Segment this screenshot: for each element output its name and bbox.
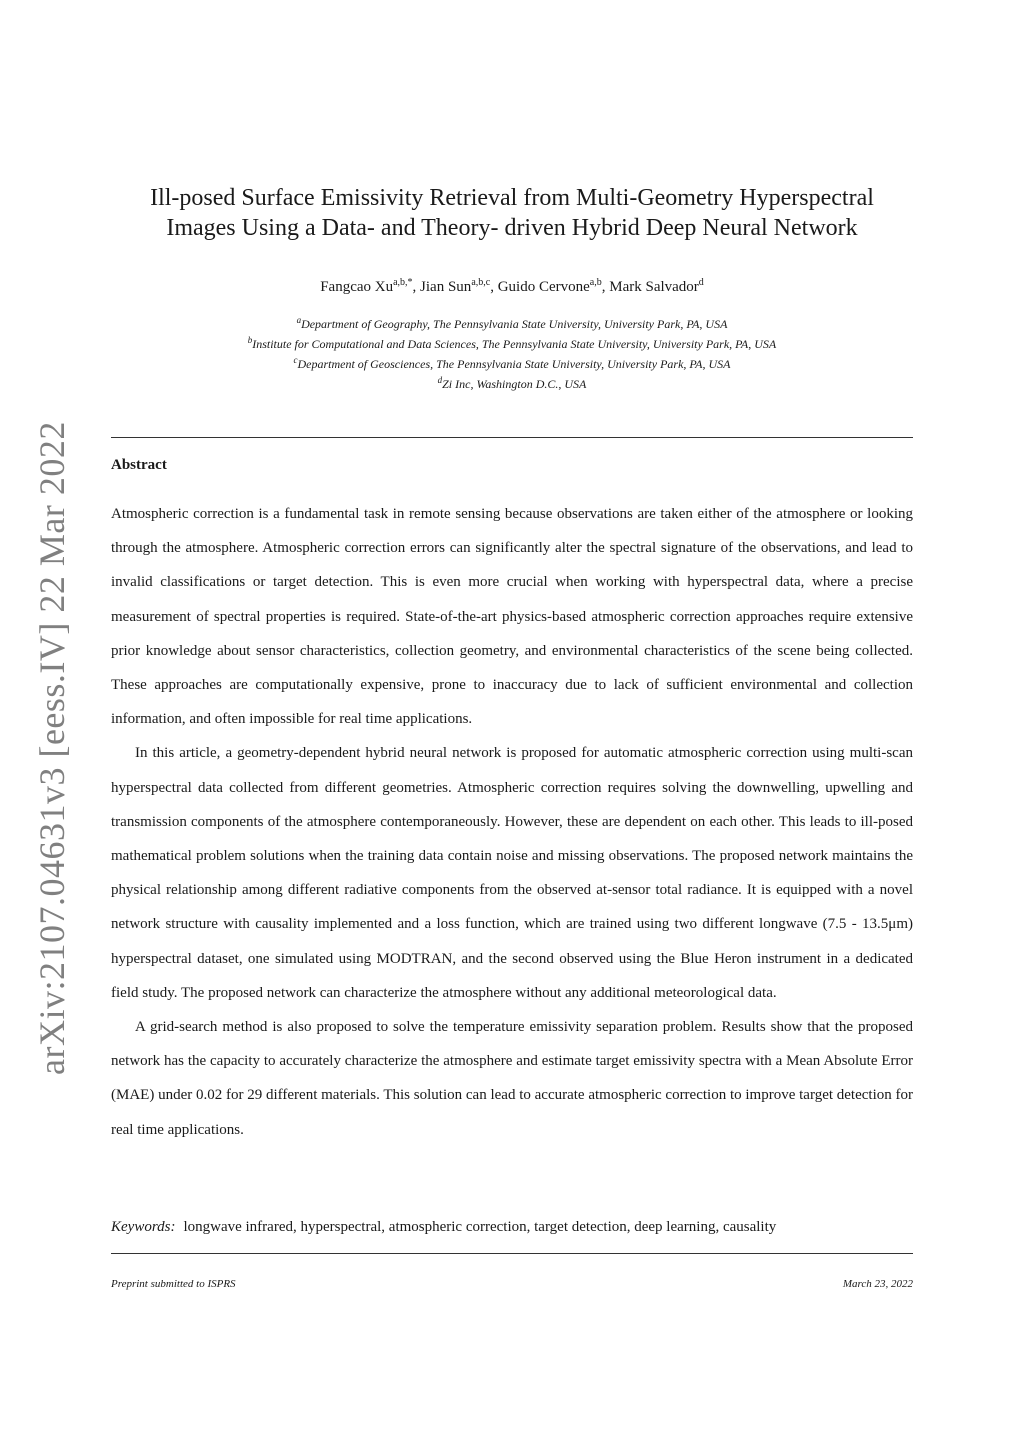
keywords bbox=[111, 1216, 913, 1238]
author: Guido Cervone$^{a,b}$, bbox=[497, 277, 610, 295]
author: Mark Salvador$^d$ bbox=[609, 277, 704, 295]
author-list bbox=[80, 272, 944, 298]
footer-date: March 23, 2022 bbox=[842, 1278, 913, 1290]
title-line-2: Images Using a Data- and Theory- driven Hybrid Deep Neural Network bbox=[166, 215, 858, 241]
abstract-heading: Abstract bbox=[111, 457, 167, 473]
affiliation: $^b$Institute for Computational and Data Sciences, The Pennsylvania State University, University Park, PA, USA bbox=[247, 335, 777, 351]
abstract-paragraph: A grid-search method is also proposed to solve the temperature emissivity separation problem. Results show that the proposed network has the capacity to accurately characterize the atmosphere and estimate target emissivity spectra with a Mean Absolute Error (MAE) under 0.02 for 29 different materials. This solution can lead to accurate atmospheric correction to improve target detection for real time applications. bbox=[111, 1019, 913, 1138]
author: Jian Sun$^{a,b,c}$, bbox=[420, 277, 498, 295]
keywords-label: Keywords: bbox=[111, 1219, 176, 1235]
abstract-paragraph: In this article, a geometry-dependent hybrid neural network is proposed for automatic atmospheric correction using multi-scan hyperspectral data collected from different geometries. Atmospheric correction requires solving the downwelling, upwelling and transmission components of the atmosphere contemporaneously. However, these are dependent on each other. This leads to ill-posed mathematical problem solutions when the training data contain noise and missing observations. The proposed network maintains the physical relationship among different radiative components from the observed at-sensor total radiance. It is equipped with a novel network structure with causality implemented and a loss function, which are trained using two different longwave (7.5 - 13.5μm) hyperspectral dataset, one simulated using MODTRAN, and the second observed using the Blue Heron instrument in a dedicated field study. The proposed network can characterize the atmosphere without any additional meteorological data. bbox=[111, 745, 913, 1001]
abstract-body bbox=[111, 497, 913, 1147]
top-divider bbox=[111, 437, 913, 438]
abstract-paragraph: Atmospheric correction is a fundamental task in remote sensing because observations are taken either of the atmosphere or looking through the atmosphere. Atmospheric correction errors can significantly alter the spectral signature of the observations, and lead to invalid classifications or target detection. This is even more crucial when working with hyperspectral data, where a precise measurement of spectral properties is required. State-of-the-art physics-based atmospheric correction approaches require extensive prior knowledge about sensor characteristics, collection geometry, and environmental characteristics of the scene being collected. These approaches are computationally expensive, prone to inaccuracy due to lack of sufficient environmental and collection information, and often impossible for real time applications. bbox=[111, 506, 913, 728]
arxiv-identifier: arXiv:2107.04631v3 [eess.IV] 22 Mar 2022 bbox=[32, 421, 72, 1075]
affiliation: $^c$Department of Geosciences, The Pennsylvania State University, University Park, PA, USA bbox=[293, 355, 731, 371]
keywords-text: longwave infrared, hyperspectral, atmospheric correction, target detection, deep learning, causality bbox=[183, 1219, 777, 1235]
affiliation-list bbox=[80, 312, 944, 392]
author: Fangcao $Xu^{a,b,*}$, bbox=[320, 277, 421, 295]
title-line-1: Ill-posed Surface Emissivity Retrieval from Multi-Geometry Hyperspectral bbox=[150, 185, 874, 211]
paper-title bbox=[80, 183, 944, 243]
footer-submission: Preprint submitted to ISPRS bbox=[111, 1278, 236, 1290]
affiliation: $^d$Zi Inc, Washington D.C., USA bbox=[437, 375, 587, 391]
affiliation: $^a$Department of Geography, The Pennsylvania State University, University Park, PA, USA bbox=[296, 315, 728, 331]
bottom-divider bbox=[111, 1253, 913, 1254]
